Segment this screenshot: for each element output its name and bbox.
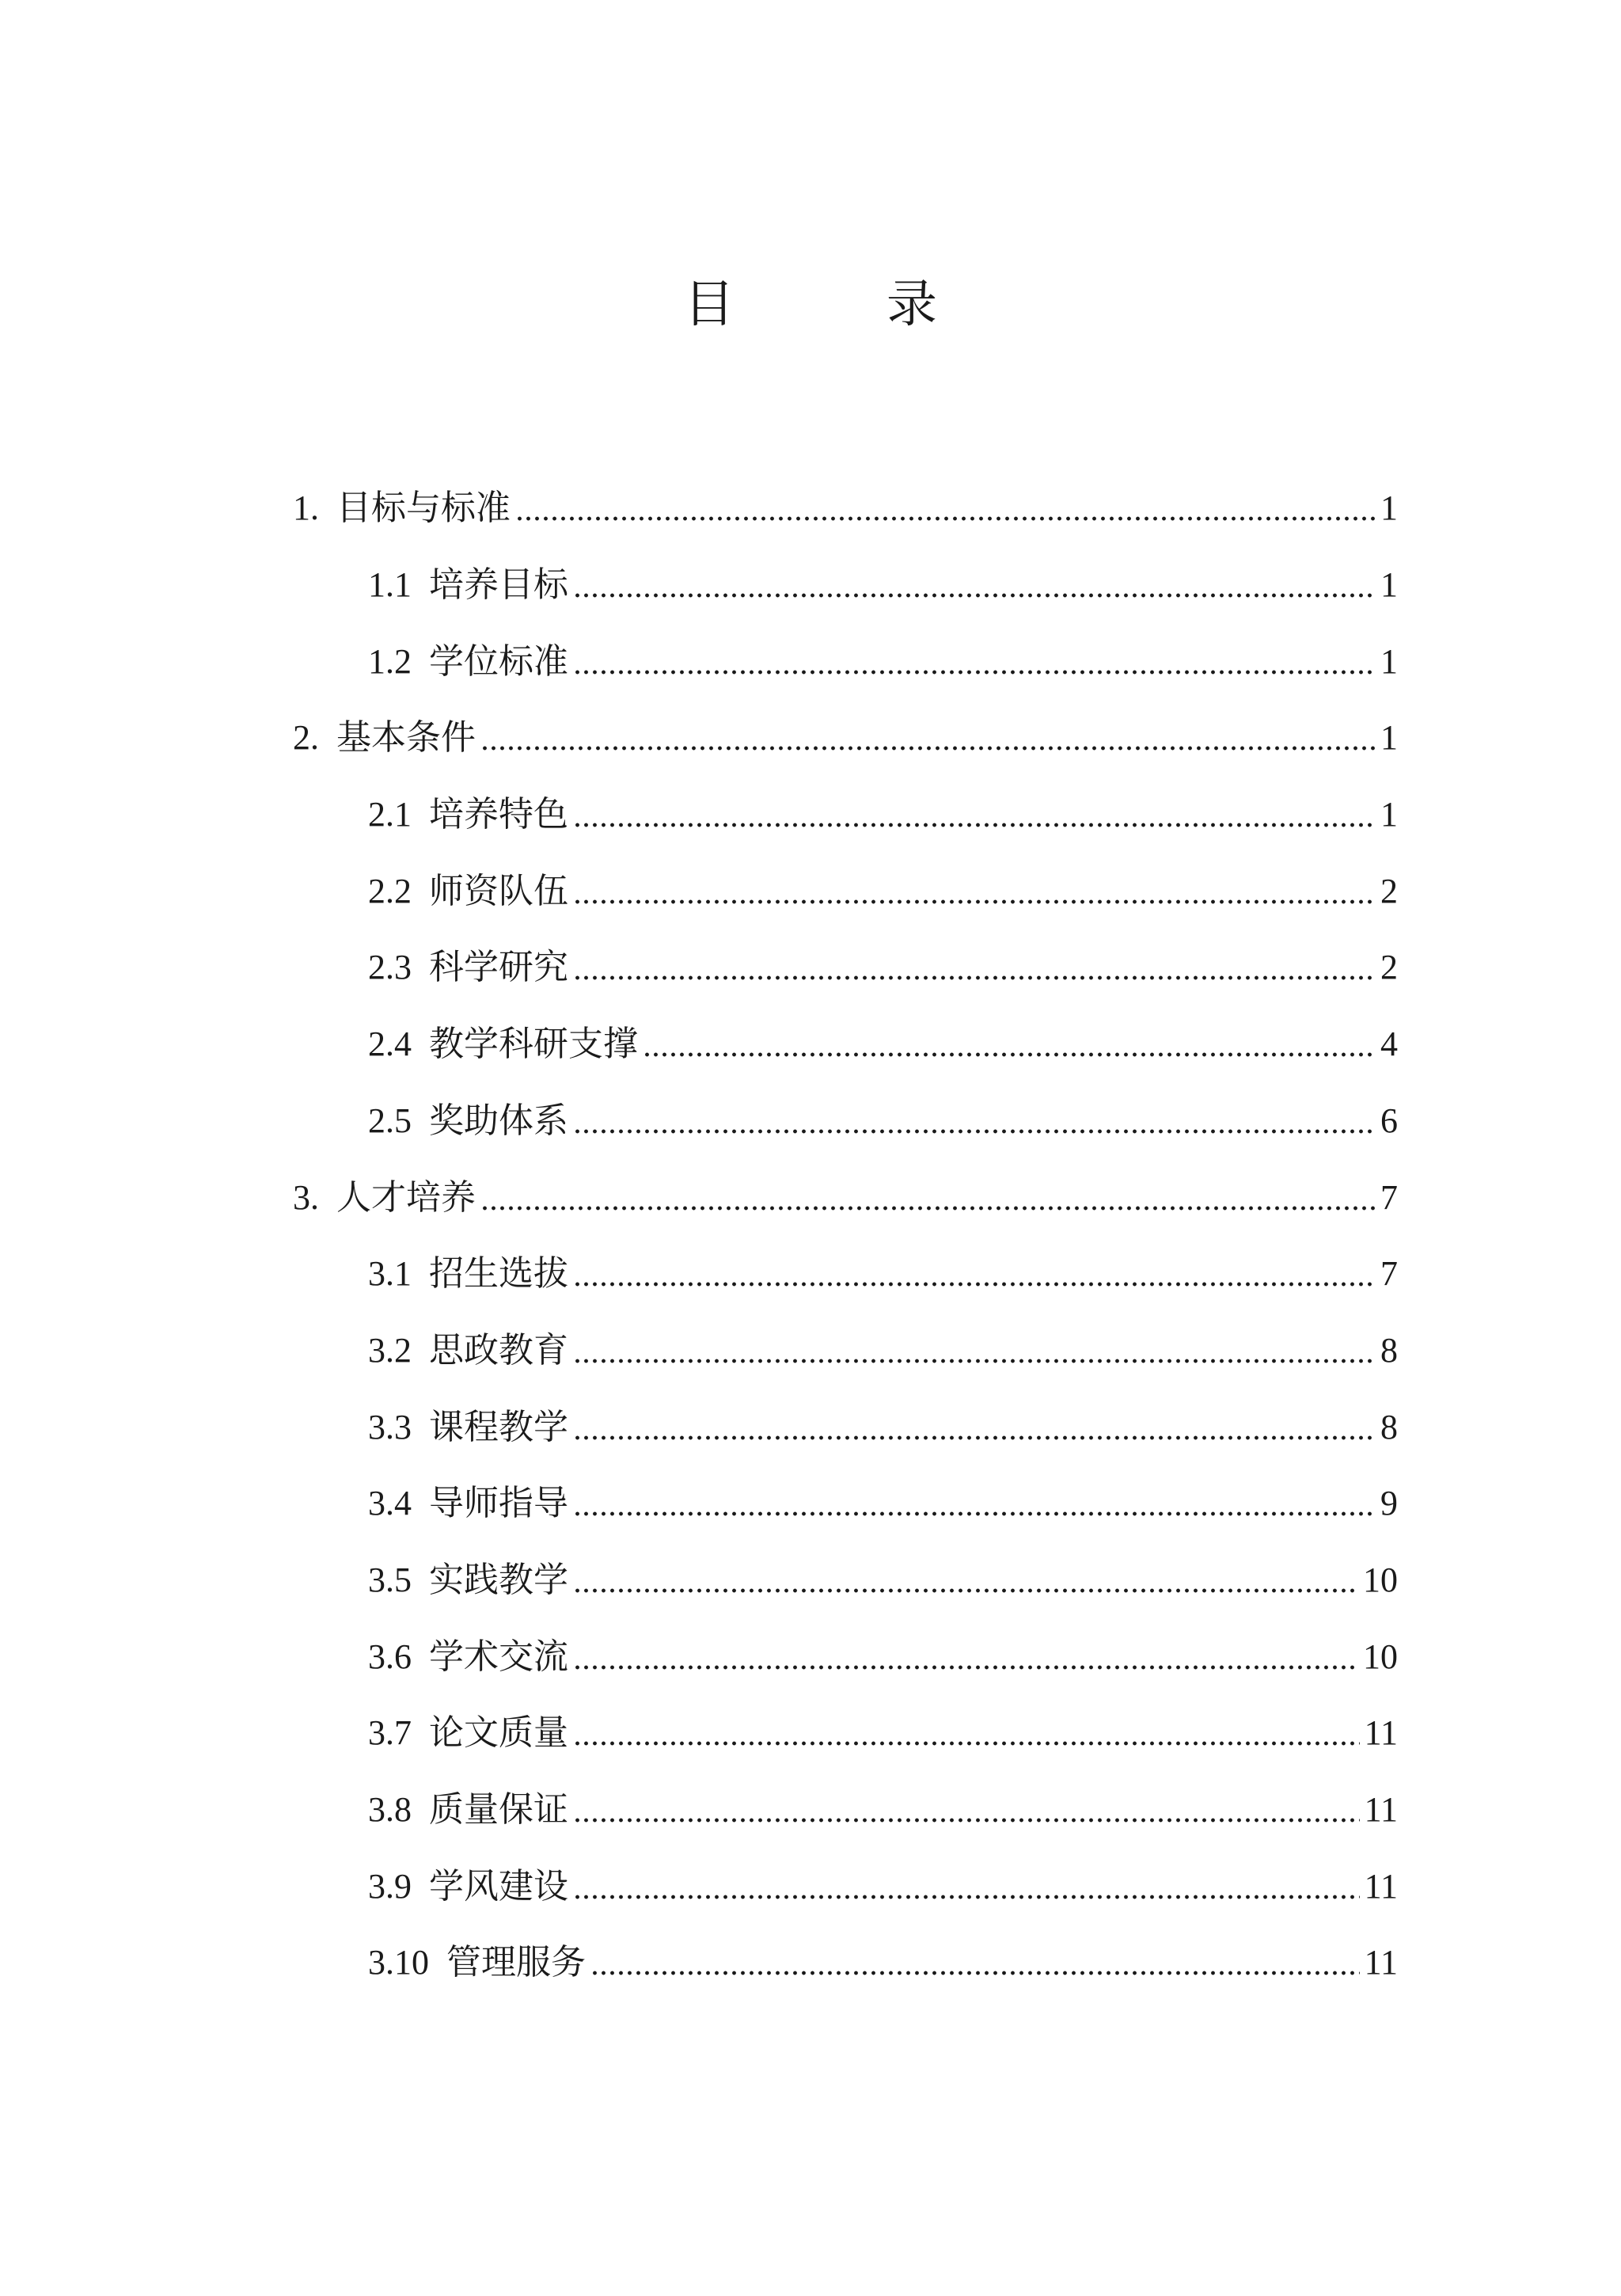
toc-entry[interactable] (0, 777, 1621, 853)
toc-entry-title: 学位标准 (429, 641, 568, 682)
toc-entry-number: 3.2 (368, 1330, 412, 1370)
toc-entry[interactable] (0, 1848, 1621, 1925)
toc-entry-title: 导师指导 (429, 1483, 568, 1524)
toc-entry-number: 1.2 (368, 641, 412, 681)
toc-entry-page-number: 2 (1380, 948, 1398, 987)
toc-entry-title: 招生选拔 (429, 1253, 568, 1294)
toc-entry[interactable] (0, 1772, 1621, 1849)
dot-leader (573, 975, 1376, 981)
toc-entry[interactable] (0, 547, 1621, 624)
toc-entry-page-number: 7 (1380, 1254, 1398, 1294)
toc-entry-number: 3. (293, 1177, 319, 1217)
dot-leader (573, 1281, 1376, 1287)
toc-entry-page-number: 1 (1380, 795, 1398, 834)
toc-entry[interactable] (0, 1925, 1621, 2001)
toc-entry-title: 教学科研支撑 (429, 1024, 638, 1065)
toc-entry-page-number: 1 (1380, 718, 1398, 758)
toc-entry[interactable] (0, 1465, 1621, 1542)
toc-entry-title: 论文质量 (429, 1712, 568, 1754)
toc-entry-page-number: 11 (1364, 1790, 1398, 1830)
toc-entry[interactable] (0, 1542, 1621, 1619)
toc-entry-number: 3.6 (368, 1636, 412, 1676)
toc-entry-number: 3.4 (368, 1484, 412, 1523)
toc-entry-title: 奖助体系 (429, 1100, 568, 1141)
toc-entry-number: 3.9 (368, 1866, 412, 1906)
toc-entry-number: 3.1 (368, 1254, 412, 1294)
toc-entry-number: 1.1 (368, 565, 412, 605)
toc-entry-page-number: 1 (1380, 641, 1398, 681)
toc-entry-title: 思政教育 (429, 1329, 568, 1370)
toc-entry[interactable] (0, 623, 1621, 700)
toc-entry-number: 3.3 (368, 1407, 412, 1446)
dot-leader (573, 1435, 1376, 1441)
dot-leader (480, 745, 1376, 751)
dot-leader (573, 1128, 1376, 1135)
toc-entry-page-number: 10 (1363, 1636, 1398, 1676)
dot-leader (573, 822, 1376, 828)
toc-entry-number: 3.5 (368, 1560, 412, 1599)
toc-entry-number: 2.5 (368, 1100, 412, 1140)
toc-entry-page-number: 8 (1380, 1407, 1398, 1446)
toc-entry-title: 培养特色 (429, 794, 568, 835)
dot-leader (515, 515, 1376, 522)
toc-entry[interactable] (0, 929, 1621, 1006)
toc-entry[interactable] (0, 1006, 1621, 1083)
toc-entry-number: 2.4 (368, 1024, 412, 1064)
dot-leader (573, 1587, 1358, 1594)
toc-entry[interactable] (0, 470, 1621, 547)
page-title: 目 录 (684, 276, 988, 334)
toc-entry-page-number: 1 (1380, 488, 1398, 528)
toc-entry-title: 质量保证 (429, 1789, 568, 1830)
dot-leader (573, 1511, 1376, 1517)
toc-entry-page-number: 11 (1364, 1866, 1398, 1906)
toc-entry-number: 3.7 (368, 1713, 412, 1753)
dot-leader (573, 1740, 1360, 1747)
toc-entry-page-number: 6 (1380, 1100, 1398, 1140)
toc-entry-page-number: 2 (1380, 871, 1398, 910)
toc-entry-number: 2.2 (368, 871, 412, 910)
dot-leader (590, 1970, 1360, 1976)
toc-entry-title: 管理服务 (446, 1942, 586, 1983)
toc-entry-number: 1. (293, 488, 319, 528)
toc-entry[interactable] (0, 1313, 1621, 1389)
toc-entry-page-number: 11 (1364, 1943, 1398, 1982)
dot-leader (573, 1894, 1360, 1900)
toc-entry-page-number: 7 (1380, 1177, 1398, 1217)
dot-leader (573, 1817, 1360, 1823)
toc-entry[interactable] (0, 853, 1621, 929)
toc-entry-title: 培养目标 (429, 564, 568, 606)
toc-entry[interactable] (0, 1695, 1621, 1772)
toc-entry-title: 课程教学 (429, 1406, 568, 1447)
toc-entry-number: 3.10 (368, 1943, 429, 1982)
dot-leader (573, 592, 1376, 599)
toc-entry-page-number: 1 (1380, 565, 1398, 605)
toc-entry[interactable] (0, 1236, 1621, 1313)
toc-entry-title: 学术交流 (429, 1636, 568, 1677)
toc-entry-title: 实践教学 (429, 1559, 568, 1600)
toc-entry-number: 2.1 (368, 795, 412, 834)
table-of-contents (0, 470, 1621, 2001)
toc-entry-title: 师资队伍 (429, 870, 568, 911)
dot-leader (573, 669, 1376, 675)
toc-entry-title: 学风建设 (429, 1865, 568, 1906)
dot-leader (573, 1664, 1358, 1671)
toc-entry-page-number: 4 (1380, 1024, 1398, 1064)
toc-entry-page-number: 8 (1380, 1330, 1398, 1370)
toc-entry-title: 人才培养 (336, 1177, 476, 1218)
toc-entry-number: 2.3 (368, 948, 412, 987)
toc-entry-title: 目标与标准 (336, 488, 511, 529)
dot-leader (643, 1051, 1376, 1058)
toc-entry[interactable] (0, 700, 1621, 777)
toc-entry[interactable] (0, 1083, 1621, 1160)
toc-entry-number: 3.8 (368, 1790, 412, 1830)
toc-entry[interactable] (0, 1618, 1621, 1695)
toc-entry-page-number: 9 (1380, 1484, 1398, 1523)
toc-entry-title: 科学研究 (429, 947, 568, 988)
toc-entry-page-number: 11 (1364, 1713, 1398, 1753)
toc-entry-title: 基本条件 (336, 717, 476, 758)
toc-entry[interactable] (0, 1159, 1621, 1236)
dot-leader (573, 1358, 1376, 1364)
toc-entry-number: 2. (293, 718, 319, 758)
dot-leader (480, 1205, 1376, 1211)
dot-leader (573, 899, 1376, 905)
toc-entry-page-number: 10 (1363, 1560, 1398, 1599)
toc-entry[interactable] (0, 1389, 1621, 1465)
